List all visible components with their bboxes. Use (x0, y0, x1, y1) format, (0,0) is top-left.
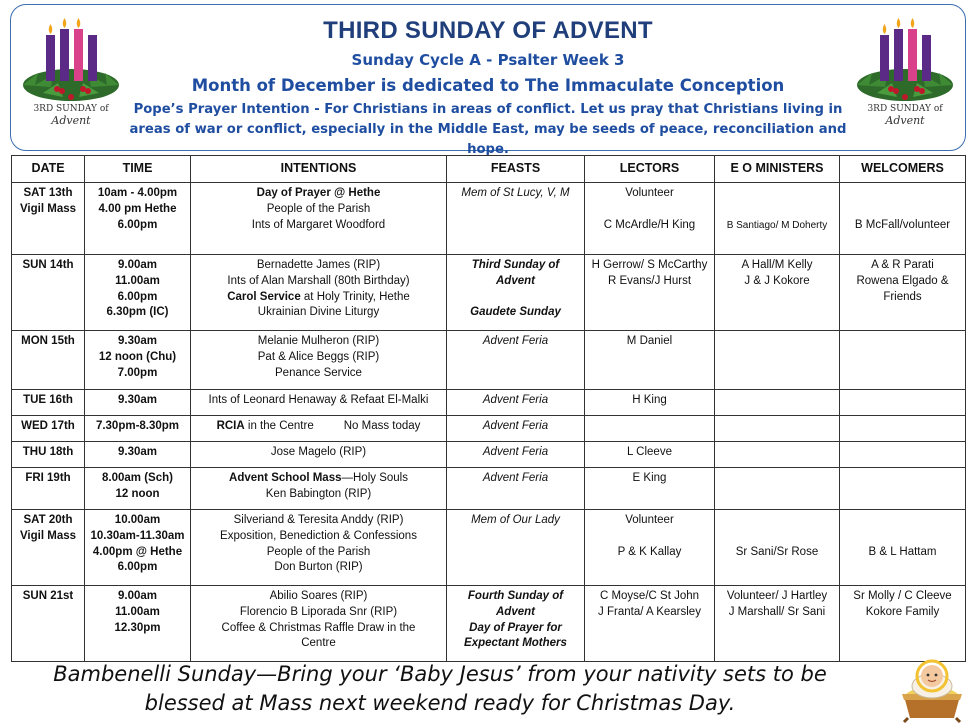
column-header-welcomers: WELCOMERS (840, 156, 966, 183)
date-cell: THU 18th (12, 442, 85, 468)
lectors-cell: E King (585, 468, 715, 510)
feast-cell: Third Sunday of Advent Gaudete Sunday (447, 255, 585, 331)
lectors-cell: Volunteer P & K Kallay (585, 510, 715, 586)
eo-ministers-cell: Volunteer/ J Hartley J Marshall/ Sr Sani (715, 586, 840, 662)
time-cell: 8.00am (Sch) 12 noon (85, 468, 191, 510)
header-banner (10, 4, 966, 157)
feast-cell: Advent Feria (447, 468, 585, 510)
column-header-lectors: LECTORS (585, 156, 715, 183)
lectors-cell: M Daniel (585, 331, 715, 390)
feast-cell: Fourth Sunday of Advent Day of Prayer for Expectant Mothers (447, 586, 585, 662)
baby-jesus-manger-icon (896, 656, 968, 724)
intentions-cell: Bernadette James (RIP) Ints of Alan Marshall (80th Birthday) Carol Service at Holy Trinity, Hethe Ukrainian Divine Liturgy (191, 255, 447, 331)
time-cell: 9.00am 11.00am 6.00pm 6.30pm (IC) (85, 255, 191, 331)
column-header-intentions: INTENTIONS (191, 156, 447, 183)
eo-ministers-cell (715, 442, 840, 468)
intentions-cell: Melanie Mulheron (RIP) Pat & Alice Beggs (RIP) Penance Service (191, 331, 447, 390)
date-cell: SAT 20th Vigil Mass (12, 510, 85, 586)
lectors-cell: L Cleeve (585, 442, 715, 468)
table-row (12, 390, 966, 416)
feast-cell: Advent Feria (447, 331, 585, 390)
table-header-row (12, 156, 966, 183)
intentions-cell: Silveriand & Teresita Anddy (RIP) Exposition, Benediction & Confessions People of the Parish Don Burton (RIP) (191, 510, 447, 586)
welcomers-cell: B McFall/volunteer (840, 183, 966, 255)
date-cell: SUN 14th (12, 255, 85, 331)
table-row (12, 510, 966, 586)
column-header-time: TIME (85, 156, 191, 183)
eo-ministers-cell (715, 416, 840, 442)
welcomers-cell: A & R Parati Rowena Elgado & Friends (840, 255, 966, 331)
table-row (12, 468, 966, 510)
eo-ministers-cell: Sr Sani/Sr Rose (715, 510, 840, 586)
advent-wreath-icon (847, 15, 963, 127)
cycle-subtitle: Sunday Cycle A - Psalter Week 3 (351, 51, 625, 69)
welcomers-cell (840, 416, 966, 442)
date-cell: WED 17th (12, 416, 85, 442)
table-row (12, 331, 966, 390)
intentions-cell: Day of Prayer @ Hethe People of the Parish Ints of Margaret Woodford (191, 183, 447, 255)
eo-ministers-cell: B Santiago/ M Doherty (715, 183, 840, 255)
column-header-date: DATE (12, 156, 85, 183)
date-cell: MON 15th (12, 331, 85, 390)
feast-cell: Mem of Our Lady (447, 510, 585, 586)
table-row (12, 183, 966, 255)
eo-ministers-cell (715, 331, 840, 390)
wreath-caption: 3RD SUNDAY of Advent (867, 104, 943, 127)
table-row (12, 255, 966, 331)
intentions-cell: Abilio Soares (RIP) Florencio B Liporada Snr (RIP) Coffee & Christmas Raffle Draw in the Centre (191, 586, 447, 662)
time-cell: 9.30am 12 noon (Chu) 7.00pm (85, 331, 191, 390)
feast-cell: Advent Feria (447, 390, 585, 416)
lectors-cell: H King (585, 390, 715, 416)
date-cell: FRI 19th (12, 468, 85, 510)
time-cell: 9.00am 11.00am 12.30pm (85, 586, 191, 662)
time-cell: 9.30am (85, 390, 191, 416)
lectors-cell: Volunteer C McArdle/H King (585, 183, 715, 255)
intentions-cell: Jose Magelo (RIP) (191, 442, 447, 468)
month-dedication: Month of December is dedicated to The Immaculate Conception (191, 76, 785, 95)
prayer-intention: Pope’s Prayer Intention - For Christians in areas of conflict. Let us pray that Christians living in areas of war or conflict, especially in the Middle East, may be seeds of peace, reconciliation and hope. (129, 102, 847, 157)
page-title: THIRD SUNDAY OF ADVENT (323, 17, 653, 44)
welcomers-cell (840, 390, 966, 416)
welcomers-cell (840, 442, 966, 468)
lectors-cell: H Gerrow/ S McCarthy R Evans/J Hurst (585, 255, 715, 331)
feast-cell: Advent Feria (447, 442, 585, 468)
bambenelli-notice: Bambenelli Sunday—Bring your ‘Baby Jesus’ from your nativity sets to be blessed at Mass next weekend ready for Christmas Day. (53, 662, 827, 715)
table-row (12, 442, 966, 468)
date-cell: SUN 21st (12, 586, 85, 662)
eo-ministers-cell (715, 468, 840, 510)
welcomers-cell: B & L Hattam (840, 510, 966, 586)
intentions-cell: RCIA in the Centre No Mass today (191, 416, 447, 442)
welcomers-cell: Sr Molly / C Cleeve Kokore Family (840, 586, 966, 662)
lectors-cell: C Moyse/C St John J Franta/ A Kearsley (585, 586, 715, 662)
feast-cell: Advent Feria (447, 416, 585, 442)
table-row (12, 416, 966, 442)
intentions-cell: Advent School Mass—Holy Souls Ken Babington (RIP) (191, 468, 447, 510)
welcomers-cell (840, 331, 966, 390)
schedule-table (11, 155, 966, 662)
column-header-feasts: FEASTS (447, 156, 585, 183)
date-cell: TUE 16th (12, 390, 85, 416)
feast-cell: Mem of St Lucy, V, M (447, 183, 585, 255)
column-header-eo-ministers: E O MINISTERS (715, 156, 840, 183)
time-cell: 10am - 4.00pm 4.00 pm Hethe 6.00pm (85, 183, 191, 255)
table-row (12, 586, 966, 662)
eo-ministers-cell (715, 390, 840, 416)
welcomers-cell (840, 468, 966, 510)
time-cell: 7.30pm-8.30pm (85, 416, 191, 442)
lectors-cell (585, 416, 715, 442)
date-cell: SAT 13th Vigil Mass (12, 183, 85, 255)
intentions-cell: Ints of Leonard Henaway & Refaat El-Malki (191, 390, 447, 416)
time-cell: 10.00am 10.30am-11.30am 4.00pm @ Hethe 6.00pm (85, 510, 191, 586)
wreath-caption: 3RD SUNDAY of Advent (33, 104, 109, 127)
eo-ministers-cell: A Hall/M Kelly J & J Kokore (715, 255, 840, 331)
time-cell: 9.30am (85, 442, 191, 468)
